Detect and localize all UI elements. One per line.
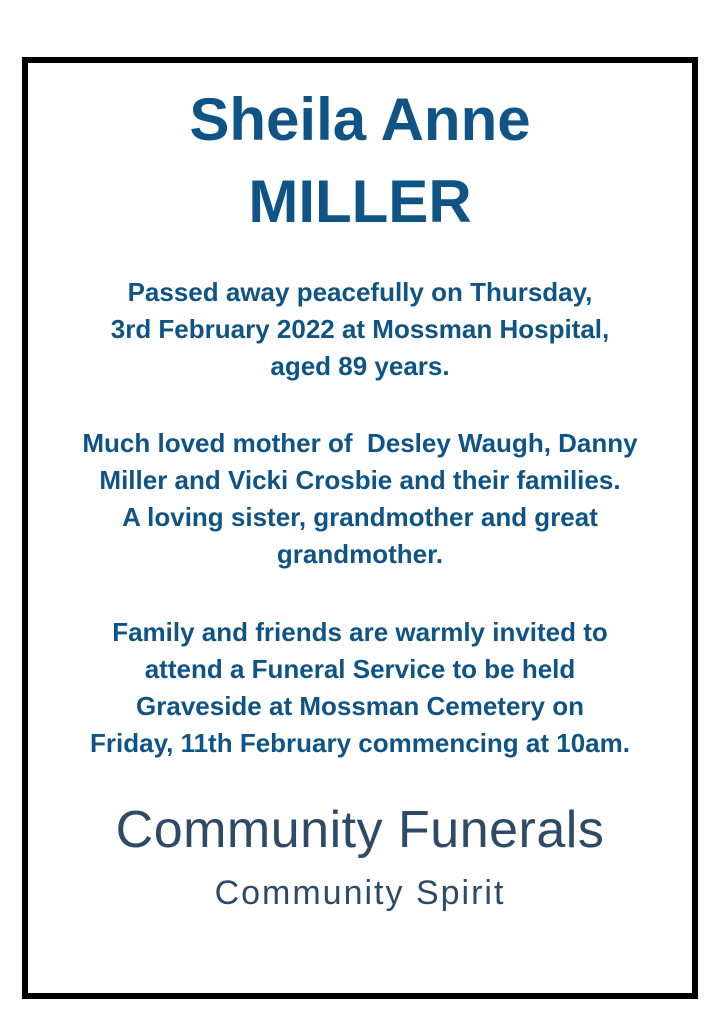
family-line: grandmother. <box>276 539 444 569</box>
passing-line: 3rd February 2022 at Mossman Hospital, <box>110 314 610 344</box>
family-line: Much loved mother of Desley Waugh, Danny <box>82 428 638 458</box>
notice-border <box>22 57 698 999</box>
service-line: Friday, 11th February commencing at 10am. <box>90 728 630 758</box>
deceased-surname: MILLER <box>248 168 472 235</box>
family-paragraph <box>28 425 692 573</box>
brand-tagline: Community Spirit <box>214 874 506 912</box>
brand-logo-name: Community Funerals <box>115 801 605 859</box>
family-line: A loving sister, grandmother and great <box>122 502 598 532</box>
service-paragraph <box>28 614 692 762</box>
service-line: Graveside at Mossman Cemetery on <box>136 691 584 721</box>
passing-paragraph <box>28 274 692 385</box>
passing-line: Passed away peacefully on Thursday, <box>127 277 593 307</box>
deceased-first-names: Sheila Anne <box>189 86 531 153</box>
service-line: Family and friends are warmly invited to <box>112 617 608 647</box>
passing-line: aged 89 years. <box>270 351 450 381</box>
family-line: Miller and Vicki Crosbie and their families. <box>99 465 621 495</box>
service-line: attend a Funeral Service to be held <box>144 654 576 684</box>
